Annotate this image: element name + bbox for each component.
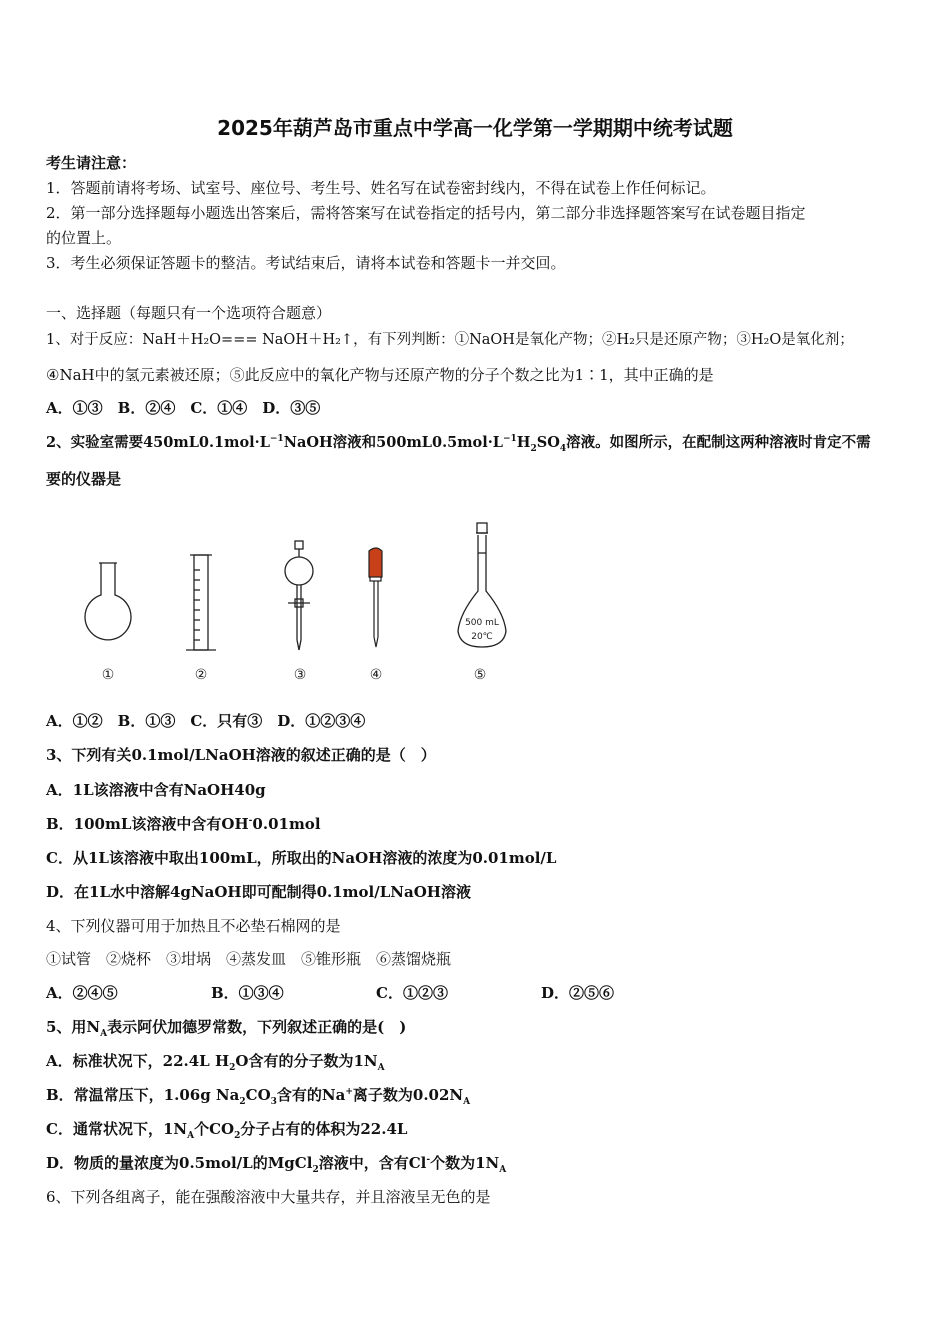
page-title: 2025年葫芦岛市重点中学高一化学第一学期期中统考试题 [217,116,733,140]
lab-apparatus-figure [60,515,540,690]
section-heading: 一、选择题（每题只有一个选项符合题意） [46,304,332,322]
q3-stem: 3、下列有关0.1mol/LNaOH溶液的叙述正确的是（ ） [46,746,436,764]
graduated-cylinder [186,555,216,650]
separatory-funnel [285,541,313,650]
q4-option-c: C．①②③ [376,984,448,1002]
q5-option-d: D．物质的量浓度为0.5mol/L的MgCl$_2$溶液中，含有Cl-个数为$1N_A$ [46,1154,507,1175]
dropper [369,548,382,647]
notice-item-2: 2．第一部分选择题每小题选出答案后，需将答案写在试卷指定的括号内，第二部分非选择题答案写在试卷题目指定 [46,204,806,222]
round-bottom-flask [85,563,131,640]
q5-option-a: A．标准状况下，22.4L $H_2O$含有的分子数为$1N_A$ [46,1052,385,1073]
notice-item-1: 1．答题前请将考场、试室号、座位号、考生号、姓名写在试卷密封线内，不得在试卷上作任何标记。 [46,179,716,197]
flask-temp-text: 20℃ [471,632,493,642]
notice-heading: 考生请注意： [46,154,137,172]
label-4: ④ [369,667,383,683]
label-2: ② [194,667,208,683]
volumetric-flask [458,523,506,647]
q3-option-d: D．在1L水中溶解4gNaOH即可配制得0.1mol/LNaOH溶液 [46,883,471,901]
q4-items: ①试管 ②烧杯 ③坩埚 ④蒸发皿 ⑤锥形瓶 ⑥蒸馏烧瓶 [46,950,452,968]
q5-option-c: C．通常状况下，$1N_A$个$CO_2$分子占有的体积为22.4L [46,1120,408,1141]
q4-option-d: D．②⑤⑥ [541,984,615,1002]
q6-stem: 6、下列各组离子，能在强酸溶液中大量共存，并且溶液呈无色的是 [46,1188,491,1206]
label-5: ⑤ [473,667,487,683]
flask-volume-text: 500 mL [465,618,499,628]
label-3: ③ [293,667,307,683]
q4-option-b: B．①③④ [211,984,284,1002]
notice-item-2-cont: 的位置上。 [46,229,122,247]
q5-option-b: B．常温常压下，1.06g $Na_2CO_3$含有的Na+离子数为$0.02N_A$ [46,1086,471,1107]
q4-option-a: A．②④⑤ [46,984,118,1002]
q3-option-b: B．100mL该溶液中含有OH-0.01mol [46,815,321,833]
label-1: ① [101,667,115,683]
q2-stem-line1: 2、实验室需要$450mL0.1mol\cdot L^{-1}NaOH$溶液和$500mL0.5mol\cdot L^{-1}H_2SO_4$溶液。如图所示，在配制这两种溶液时肯定不需 [46,434,871,454]
q5-stem: 5、用$N_A$表示阿伏加德罗常数，下列叙述正确的是( ) [46,1018,407,1039]
q4-stem: 4、下列仪器可用于加热且不必垫石棉网的是 [46,917,341,935]
q2-options: A．①② B．①③ C．只有③ D．①②③④ [46,712,366,730]
q3-option-a: A．1L该溶液中含有NaOH40g [46,781,266,799]
q1-stem-line2: ④NaH中的氢元素被还原；⑤此反应中的氧化产物与还原产物的分子个数之比为1∶1，其中正确的是 [46,366,714,384]
q1-stem-line1: 1、对于反应：NaH＋H₂O=== NaOH＋H₂↑，有下列判断：①NaOH是氧化产物；②H₂只是还原产物；③H₂O是氧化剂； [46,332,854,348]
q1-options: A．①③ B．②④ C．①④ D．③⑤ [46,399,321,417]
notice-item-3: 3．考生必须保证答题卡的整洁。考试结束后，请将本试卷和答题卡一并交回。 [46,254,566,272]
q2-stem-line2: 要的仪器是 [46,470,122,488]
q3-option-c: C．从1L该溶液中取出100mL，所取出的NaOH溶液的浓度为0.01mol/L [46,849,557,867]
